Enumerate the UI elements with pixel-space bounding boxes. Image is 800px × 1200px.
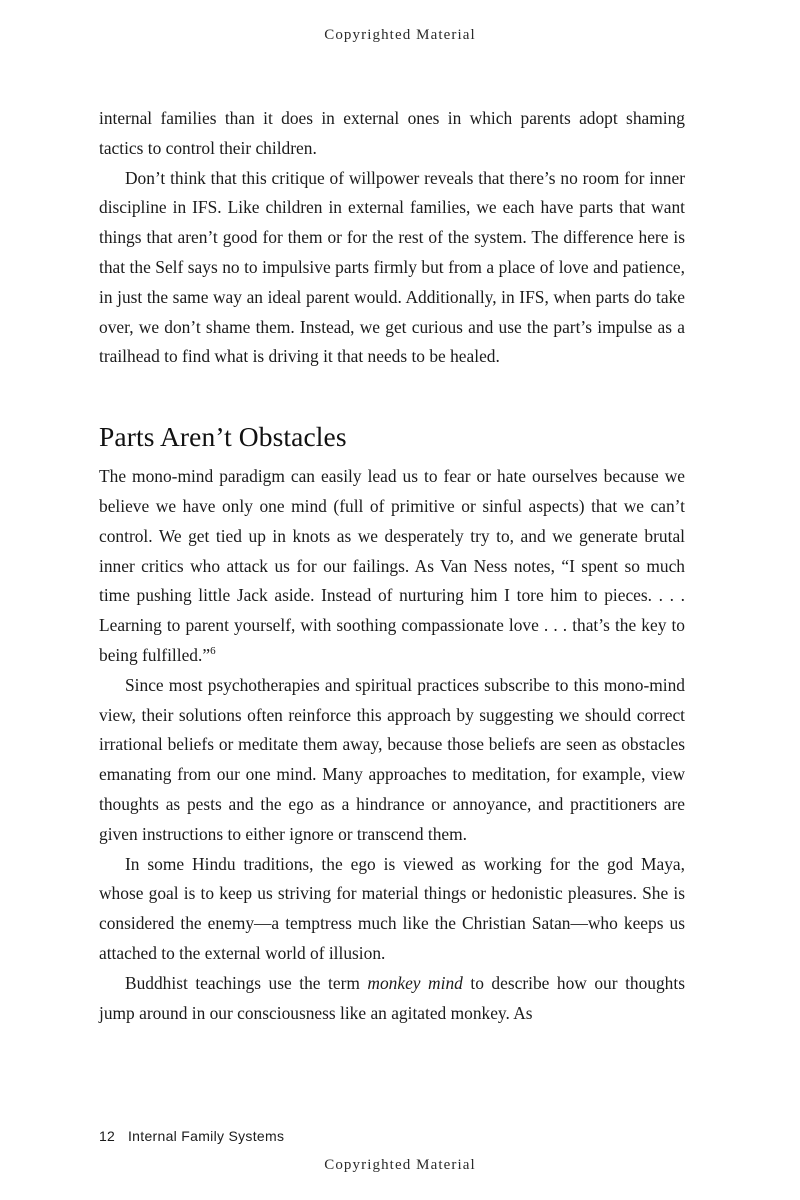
paragraph-mono-mind-paradigm (99, 462, 685, 671)
running-head: Internal Family Systems (127, 1128, 285, 1144)
paragraph-psychotherapies: Since most psychotherapies and spiritual practices subscribe to this mono-mind view, their solutions often reinforce this approach by suggesting we should correct irrational beliefs or meditate them away, because those beliefs are seen as obstacles emanating from our one mind. Many approaches to meditation, for example, view thoughts as pests and the ego as a hindrance or annoyance, and practitioners are given instructions to either ignore or transcend them. (99, 674, 685, 844)
copyright-watermark-top: Copyrighted Material (324, 27, 476, 43)
page-footer (99, 1128, 685, 1144)
paragraph-mono-mind-text: The mono-mind paradigm can easily lead us to fear or hate ourselves because we believe we have only one mind (full of primitive or sinful aspects) that we can’t control. We get tied up in knots as we desperately try to, and we generate brutal inner critics who attack us for our failings. As Van Ness notes, “I spent so much time pushing little Jack aside. Instead of nurturing him I tore him to pieces. . . . Learning to parent yourself, with soothing compassionate love . . . that’s the key to being fulfilled.” (99, 466, 685, 665)
spacer-before-heading (99, 372, 685, 420)
paragraph-buddhist-teachings (99, 969, 685, 1029)
paragraph-continuation: internal families than it does in external ones in which parents adopt shaming tactics to control their children. (99, 108, 685, 158)
footnote-marker: 6 (210, 645, 216, 658)
copyright-watermark-bottom: Copyrighted Material (324, 1157, 476, 1173)
paragraph-buddhist-text-tail: to describe how our thoughts jump around in our consciousness like an agitated monkey. As (99, 972, 685, 1023)
page-number: 12 (99, 1128, 115, 1144)
page-content (99, 104, 685, 1028)
section-heading: Parts Aren’t Obstacles (99, 421, 347, 453)
paragraph-inner-discipline: Don’t think that this critique of willpower reveals that there’s no room for inner discipline in IFS. Like children in external families, we each have parts that want things that aren’t good for them or for the rest of the system. The difference here is that the Self says no to impulsive parts firmly but from a place of love and patience, in just the same way an ideal parent would. Additionally, in IFS, when parts do take over, we don’t shame them. Instead, we get curious and use the part’s impulse as a trailhead to find what is driving it that needs to be healed. (99, 167, 685, 367)
paragraph-buddhist-text-lead: Buddhist teachings use the term (125, 972, 368, 993)
term-monkey-mind: monkey mind (367, 972, 463, 993)
spacer-after-heading (99, 454, 685, 462)
paragraph-hindu-traditions: In some Hindu traditions, the ego is viewed as working for the god Maya, whose goal is to keep us striving for material things or hedonistic pleasures. She is considered the enemy—a temptress much like the Christian Satan—who keeps us attached to the external world of illusion. (99, 853, 685, 963)
